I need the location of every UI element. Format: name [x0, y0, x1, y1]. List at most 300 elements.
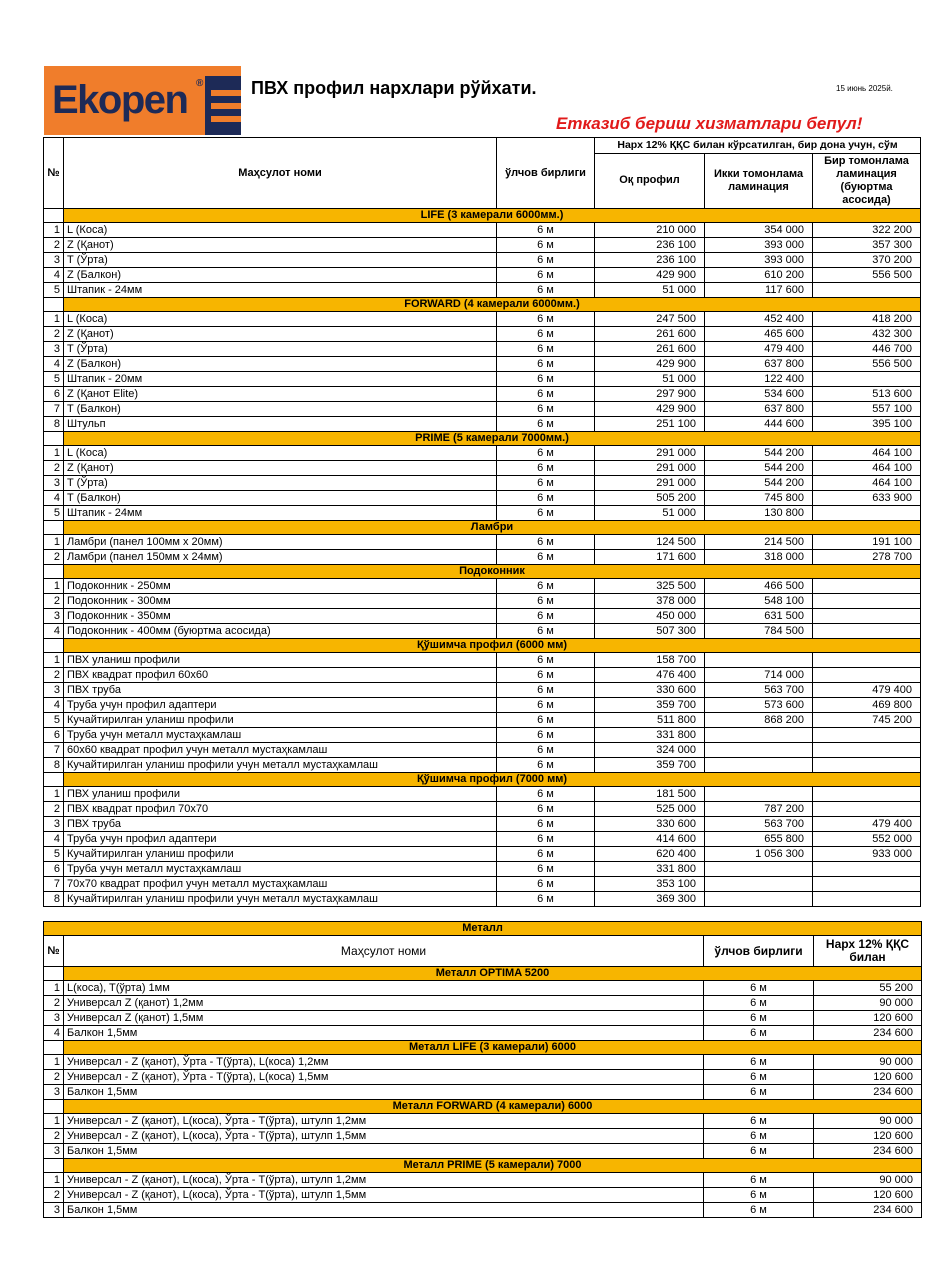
ekopen-logo	[44, 66, 241, 135]
product-name: Универсал - Z (қанот), L(коса), Ўрта - T(ўрта), штулп 1,5мм	[64, 1129, 704, 1144]
price-white: 330 600	[595, 817, 705, 832]
price-one-side-lamination: 556 500	[813, 357, 921, 372]
unit: 6 м	[497, 417, 595, 432]
product-name: Штапик - 24мм	[64, 506, 497, 521]
price-two-side-lamination: 465 600	[705, 327, 813, 342]
unit: 6 м	[704, 1085, 814, 1100]
price-one-side-lamination	[813, 892, 921, 907]
unit: 6 м	[497, 713, 595, 728]
logo-text: Ekopen	[52, 78, 188, 122]
product-name: L(коса), T(ўрта) 1мм	[64, 981, 704, 996]
section-spacer	[44, 1100, 64, 1114]
row-number: 2	[44, 802, 64, 817]
table-row	[44, 327, 921, 342]
unit: 6 м	[497, 372, 595, 387]
table-row	[44, 312, 921, 327]
unit: 6 м	[497, 847, 595, 862]
table-row	[44, 579, 921, 594]
unit: 6 м	[497, 877, 595, 892]
price-white: 331 800	[595, 862, 705, 877]
row-number: 4	[44, 357, 64, 372]
product-name: Кучайтирилган уланиш профили	[64, 713, 497, 728]
product-name: Подоконник - 400мм (буюртма асосида)	[64, 624, 497, 639]
row-number: 3	[44, 1011, 64, 1026]
product-name: 60х60 квадрат профил учун металл мустаҳкамлаш	[64, 743, 497, 758]
product-name: Z (Қанот)	[64, 238, 497, 253]
unit: 6 м	[497, 579, 595, 594]
col-header-price-group: Нарх 12% ҚҚС билан кўрсатилган, бир дона учун, сўм	[595, 138, 921, 154]
table-row	[44, 624, 921, 639]
table-row	[44, 402, 921, 417]
price-two-side-lamination	[705, 787, 813, 802]
product-name: L (Коса)	[64, 446, 497, 461]
price-two-side-lamination	[705, 892, 813, 907]
price: 120 600	[814, 1129, 922, 1144]
price-white: 236 100	[595, 238, 705, 253]
unit: 6 м	[497, 506, 595, 521]
unit: 6 м	[497, 609, 595, 624]
unit: 6 м	[497, 342, 595, 357]
price-white: 429 900	[595, 268, 705, 283]
metal-section-title: Металл FORWARD (4 камерали) 6000	[64, 1100, 922, 1114]
price-white: 51 000	[595, 506, 705, 521]
row-number: 2	[44, 327, 64, 342]
metal-price-table	[43, 921, 922, 1218]
section-header-row	[44, 432, 921, 446]
free-delivery-notice: Етказиб бериш хизматлари бепул!	[556, 114, 863, 133]
price-two-side-lamination: 1 056 300	[705, 847, 813, 862]
col-header-num: №	[44, 138, 64, 209]
price-one-side-lamination: 278 700	[813, 550, 921, 565]
unit: 6 м	[704, 996, 814, 1011]
product-name: Ламбри (панел 100мм x 20мм)	[64, 535, 497, 550]
row-number: 3	[44, 253, 64, 268]
price-two-side-lamination: 868 200	[705, 713, 813, 728]
row-number: 1	[44, 787, 64, 802]
row-number: 1	[44, 1114, 64, 1129]
unit: 6 м	[497, 238, 595, 253]
price-one-side-lamination	[813, 653, 921, 668]
unit: 6 м	[704, 1026, 814, 1041]
row-number: 5	[44, 506, 64, 521]
price-one-side-lamination: 432 300	[813, 327, 921, 342]
row-number: 1	[44, 1055, 64, 1070]
price-two-side-lamination: 122 400	[705, 372, 813, 387]
product-name: L (Коса)	[64, 223, 497, 238]
price-one-side-lamination: 552 000	[813, 832, 921, 847]
unit: 6 м	[497, 594, 595, 609]
unit: 6 м	[704, 1011, 814, 1026]
price-one-side-lamination: 513 600	[813, 387, 921, 402]
col-header-unit: ўлчов бирлиги	[497, 138, 595, 209]
section-spacer	[44, 639, 64, 653]
price: 120 600	[814, 1188, 922, 1203]
unit: 6 м	[497, 817, 595, 832]
metal-col-header-num: №	[44, 936, 64, 967]
price: 90 000	[814, 1173, 922, 1188]
row-number: 8	[44, 758, 64, 773]
product-name: Ламбри (панел 150мм x 24мм)	[64, 550, 497, 565]
price: 55 200	[814, 981, 922, 996]
price-two-side-lamination	[705, 877, 813, 892]
price-two-side-lamination: 714 000	[705, 668, 813, 683]
table-row	[44, 268, 921, 283]
metal-section-title: Металл LIFE (3 камерали) 6000	[64, 1041, 922, 1055]
table-row	[44, 817, 921, 832]
section-title: FORWARD (4 камерали 6000мм.)	[64, 298, 921, 312]
row-number: 4	[44, 491, 64, 506]
price-white: 51 000	[595, 372, 705, 387]
unit: 6 м	[497, 535, 595, 550]
product-name: Универсал Z (қанот) 1,5мм	[64, 1011, 704, 1026]
metal-col-header-name: Маҳсулот номи	[64, 936, 704, 967]
unit: 6 м	[497, 223, 595, 238]
product-name: Штапик - 20мм	[64, 372, 497, 387]
metal-col-header-unit: ўлчов бирлиги	[704, 936, 814, 967]
row-number: 8	[44, 892, 64, 907]
table-row	[44, 342, 921, 357]
table-row	[44, 847, 921, 862]
logo-bar	[211, 90, 241, 96]
price-two-side-lamination: 444 600	[705, 417, 813, 432]
unit: 6 м	[497, 832, 595, 847]
unit: 6 м	[497, 357, 595, 372]
price-white: 324 000	[595, 743, 705, 758]
price-one-side-lamination: 557 100	[813, 402, 921, 417]
table-row	[44, 476, 921, 491]
page-title: ПВХ профил нархлари рўйхати.	[251, 78, 537, 98]
price-white: 353 100	[595, 877, 705, 892]
price-one-side-lamination: 418 200	[813, 312, 921, 327]
unit: 6 м	[704, 1055, 814, 1070]
price-one-side-lamination	[813, 877, 921, 892]
row-number: 1	[44, 653, 64, 668]
product-name: Балкон 1,5мм	[64, 1144, 704, 1159]
metal-table-title: Металл	[44, 922, 922, 936]
price-white: 291 000	[595, 446, 705, 461]
price-one-side-lamination: 745 200	[813, 713, 921, 728]
price-white: 331 800	[595, 728, 705, 743]
table-row	[44, 387, 921, 402]
price-two-side-lamination	[705, 653, 813, 668]
product-name: Универсал - Z (қанот), L(коса), Ўрта - T(ўрта), штулп 1,2мм	[64, 1114, 704, 1129]
section-title: LIFE (3 камерали 6000мм.)	[64, 209, 921, 223]
price-one-side-lamination: 464 100	[813, 461, 921, 476]
price-one-side-lamination: 469 800	[813, 698, 921, 713]
table-row	[44, 728, 921, 743]
price-one-side-lamination: 633 900	[813, 491, 921, 506]
price-one-side-lamination: 370 200	[813, 253, 921, 268]
table-row	[44, 653, 921, 668]
product-name: ПВХ труба	[64, 683, 497, 698]
price-white: 236 100	[595, 253, 705, 268]
unit: 6 м	[497, 327, 595, 342]
unit: 6 м	[497, 683, 595, 698]
price-white: 261 600	[595, 342, 705, 357]
price-one-side-lamination	[813, 728, 921, 743]
price-one-side-lamination	[813, 668, 921, 683]
price-two-side-lamination: 563 700	[705, 817, 813, 832]
metal-section-title: Металл PRIME (5 камерали) 7000	[64, 1159, 922, 1173]
product-name: Z (Қанот Elite)	[64, 387, 497, 402]
price-one-side-lamination: 933 000	[813, 847, 921, 862]
price-two-side-lamination: 548 100	[705, 594, 813, 609]
table-row	[44, 758, 921, 773]
logo-registered-mark: ®	[196, 78, 204, 89]
price: 234 600	[814, 1144, 922, 1159]
row-number: 1	[44, 535, 64, 550]
price-two-side-lamination: 637 800	[705, 402, 813, 417]
row-number: 7	[44, 877, 64, 892]
unit: 6 м	[497, 387, 595, 402]
price-two-side-lamination: 784 500	[705, 624, 813, 639]
unit: 6 м	[497, 743, 595, 758]
product-name: Труба учун профил адаптери	[64, 832, 497, 847]
price-two-side-lamination: 466 500	[705, 579, 813, 594]
pvc-price-table	[43, 137, 921, 907]
section-spacer	[44, 521, 64, 535]
product-name: ПВХ квадрат профил 70х70	[64, 802, 497, 817]
price: 90 000	[814, 996, 922, 1011]
table-row	[44, 1011, 922, 1026]
price-white: 291 000	[595, 476, 705, 491]
row-number: 3	[44, 1144, 64, 1159]
row-number: 3	[44, 609, 64, 624]
row-number: 1	[44, 1173, 64, 1188]
unit: 6 м	[497, 491, 595, 506]
price-one-side-lamination	[813, 862, 921, 877]
price-white: 429 900	[595, 357, 705, 372]
row-number: 5	[44, 372, 64, 387]
price-white: 620 400	[595, 847, 705, 862]
row-number: 4	[44, 832, 64, 847]
price-two-side-lamination: 787 200	[705, 802, 813, 817]
product-name: Кучайтирилган уланиш профили учун металл мустаҳкамлаш	[64, 892, 497, 907]
price-two-side-lamination: 631 500	[705, 609, 813, 624]
product-name: ПВХ квадрат профил 60х60	[64, 668, 497, 683]
price-white: 158 700	[595, 653, 705, 668]
price: 234 600	[814, 1085, 922, 1100]
row-number: 3	[44, 1085, 64, 1100]
unit: 6 м	[497, 728, 595, 743]
section-header-row	[44, 1041, 922, 1055]
table-row	[44, 981, 922, 996]
price-two-side-lamination: 544 200	[705, 476, 813, 491]
price-two-side-lamination: 534 600	[705, 387, 813, 402]
unit: 6 м	[704, 1203, 814, 1218]
product-name: Балкон 1,5мм	[64, 1026, 704, 1041]
unit: 6 м	[497, 758, 595, 773]
unit: 6 м	[704, 981, 814, 996]
price-two-side-lamination: 563 700	[705, 683, 813, 698]
row-number: 3	[44, 1203, 64, 1218]
price-one-side-lamination	[813, 758, 921, 773]
price-two-side-lamination: 130 800	[705, 506, 813, 521]
unit: 6 м	[497, 892, 595, 907]
section-header-row	[44, 1100, 922, 1114]
price-white: 181 500	[595, 787, 705, 802]
product-name: Штапик - 24мм	[64, 283, 497, 298]
price-white: 414 600	[595, 832, 705, 847]
price-two-side-lamination: 655 800	[705, 832, 813, 847]
section-spacer	[44, 432, 64, 446]
row-number: 3	[44, 476, 64, 491]
table-row	[44, 594, 921, 609]
product-name: Универсал - Z (қанот), Ўрта - T(ўрта), L(коса) 1,2мм	[64, 1055, 704, 1070]
price-one-side-lamination	[813, 372, 921, 387]
table-row	[44, 491, 921, 506]
row-number: 1	[44, 223, 64, 238]
unit: 6 м	[704, 1188, 814, 1203]
col-header-one-side: Бир томонлама ламинация (буюртма асосида)	[813, 153, 921, 208]
product-name: Труба учун профил адаптери	[64, 698, 497, 713]
row-number: 3	[44, 683, 64, 698]
row-number: 1	[44, 312, 64, 327]
price-one-side-lamination: 395 100	[813, 417, 921, 432]
price-two-side-lamination	[705, 758, 813, 773]
price: 234 600	[814, 1203, 922, 1218]
price-white: 429 900	[595, 402, 705, 417]
table-row	[44, 832, 921, 847]
price-white: 511 800	[595, 713, 705, 728]
price-white: 330 600	[595, 683, 705, 698]
row-number: 1	[44, 981, 64, 996]
price-white: 251 100	[595, 417, 705, 432]
price-two-side-lamination: 393 000	[705, 238, 813, 253]
section-header-row	[44, 298, 921, 312]
table-row	[44, 996, 922, 1011]
table-row	[44, 1173, 922, 1188]
price-two-side-lamination: 117 600	[705, 283, 813, 298]
unit: 6 м	[497, 402, 595, 417]
product-name: Подоконник - 250мм	[64, 579, 497, 594]
product-name: T (Балкон)	[64, 491, 497, 506]
price-two-side-lamination: 318 000	[705, 550, 813, 565]
table-row	[44, 1070, 922, 1085]
section-spacer	[44, 1041, 64, 1055]
row-number: 7	[44, 402, 64, 417]
table-row	[44, 461, 921, 476]
product-name: Кучайтирилган уланиш профили	[64, 847, 497, 862]
price-one-side-lamination	[813, 609, 921, 624]
product-name: Универсал - Z (қанот), Ўрта - T(ўрта), L(коса) 1,5мм	[64, 1070, 704, 1085]
row-number: 2	[44, 461, 64, 476]
price-two-side-lamination	[705, 862, 813, 877]
price-one-side-lamination: 357 300	[813, 238, 921, 253]
table-row	[44, 698, 921, 713]
product-name: Труба учун металл мустаҳкамлаш	[64, 728, 497, 743]
table-row	[44, 1129, 922, 1144]
price: 120 600	[814, 1070, 922, 1085]
unit: 6 м	[497, 312, 595, 327]
price-one-side-lamination: 446 700	[813, 342, 921, 357]
price: 234 600	[814, 1026, 922, 1041]
product-name: Z (Балкон)	[64, 357, 497, 372]
table-row	[44, 877, 921, 892]
product-name: ПВХ труба	[64, 817, 497, 832]
unit: 6 м	[497, 698, 595, 713]
row-number: 6	[44, 862, 64, 877]
row-number: 5	[44, 847, 64, 862]
section-spacer	[44, 967, 64, 981]
product-name: Универсал Z (қанот) 1,2мм	[64, 996, 704, 1011]
unit: 6 м	[497, 787, 595, 802]
price-two-side-lamination: 479 400	[705, 342, 813, 357]
row-number: 1	[44, 579, 64, 594]
table-row	[44, 743, 921, 758]
section-title: Қўшимча профил (7000 мм)	[64, 773, 921, 787]
unit: 6 м	[497, 446, 595, 461]
row-number: 4	[44, 1026, 64, 1041]
row-number: 2	[44, 594, 64, 609]
section-spacer	[44, 209, 64, 223]
price-two-side-lamination: 214 500	[705, 535, 813, 550]
row-number: 5	[44, 713, 64, 728]
price-one-side-lamination: 464 100	[813, 446, 921, 461]
section-spacer	[44, 1159, 64, 1173]
price-white: 359 700	[595, 758, 705, 773]
table-row	[44, 892, 921, 907]
price: 120 600	[814, 1011, 922, 1026]
price-white: 359 700	[595, 698, 705, 713]
section-title: Подоконник	[64, 565, 921, 579]
section-spacer	[44, 565, 64, 579]
section-title: PRIME (5 камерали 7000мм.)	[64, 432, 921, 446]
price-two-side-lamination: 637 800	[705, 357, 813, 372]
price-two-side-lamination: 610 200	[705, 268, 813, 283]
table-row	[44, 417, 921, 432]
table-row	[44, 1055, 922, 1070]
price-white: 325 500	[595, 579, 705, 594]
price-one-side-lamination	[813, 743, 921, 758]
row-number: 4	[44, 698, 64, 713]
unit: 6 м	[497, 461, 595, 476]
metal-section-title: Металл OPTIMA 5200	[64, 967, 922, 981]
row-number: 1	[44, 446, 64, 461]
price-two-side-lamination: 573 600	[705, 698, 813, 713]
price-two-side-lamination: 745 800	[705, 491, 813, 506]
row-number: 4	[44, 268, 64, 283]
price-two-side-lamination: 354 000	[705, 223, 813, 238]
product-name: ПВХ уланиш профили	[64, 653, 497, 668]
row-number: 2	[44, 996, 64, 1011]
product-name: T (Ўрта)	[64, 342, 497, 357]
product-name: Z (Қанот)	[64, 327, 497, 342]
section-spacer	[44, 773, 64, 787]
table-row	[44, 787, 921, 802]
table-row	[44, 372, 921, 387]
price-one-side-lamination: 464 100	[813, 476, 921, 491]
price-one-side-lamination	[813, 624, 921, 639]
price-two-side-lamination: 452 400	[705, 312, 813, 327]
section-header-row	[44, 967, 922, 981]
price-one-side-lamination	[813, 283, 921, 298]
section-spacer	[44, 298, 64, 312]
price: 90 000	[814, 1114, 922, 1129]
price-white: 171 600	[595, 550, 705, 565]
unit: 6 м	[497, 653, 595, 668]
row-number: 5	[44, 283, 64, 298]
unit: 6 м	[497, 624, 595, 639]
product-name: Балкон 1,5мм	[64, 1085, 704, 1100]
price-white: 369 300	[595, 892, 705, 907]
row-number: 3	[44, 817, 64, 832]
price-one-side-lamination: 479 400	[813, 817, 921, 832]
table-row	[44, 862, 921, 877]
price-two-side-lamination	[705, 743, 813, 758]
product-name: ПВХ уланиш профили	[64, 787, 497, 802]
section-header-row	[44, 639, 921, 653]
